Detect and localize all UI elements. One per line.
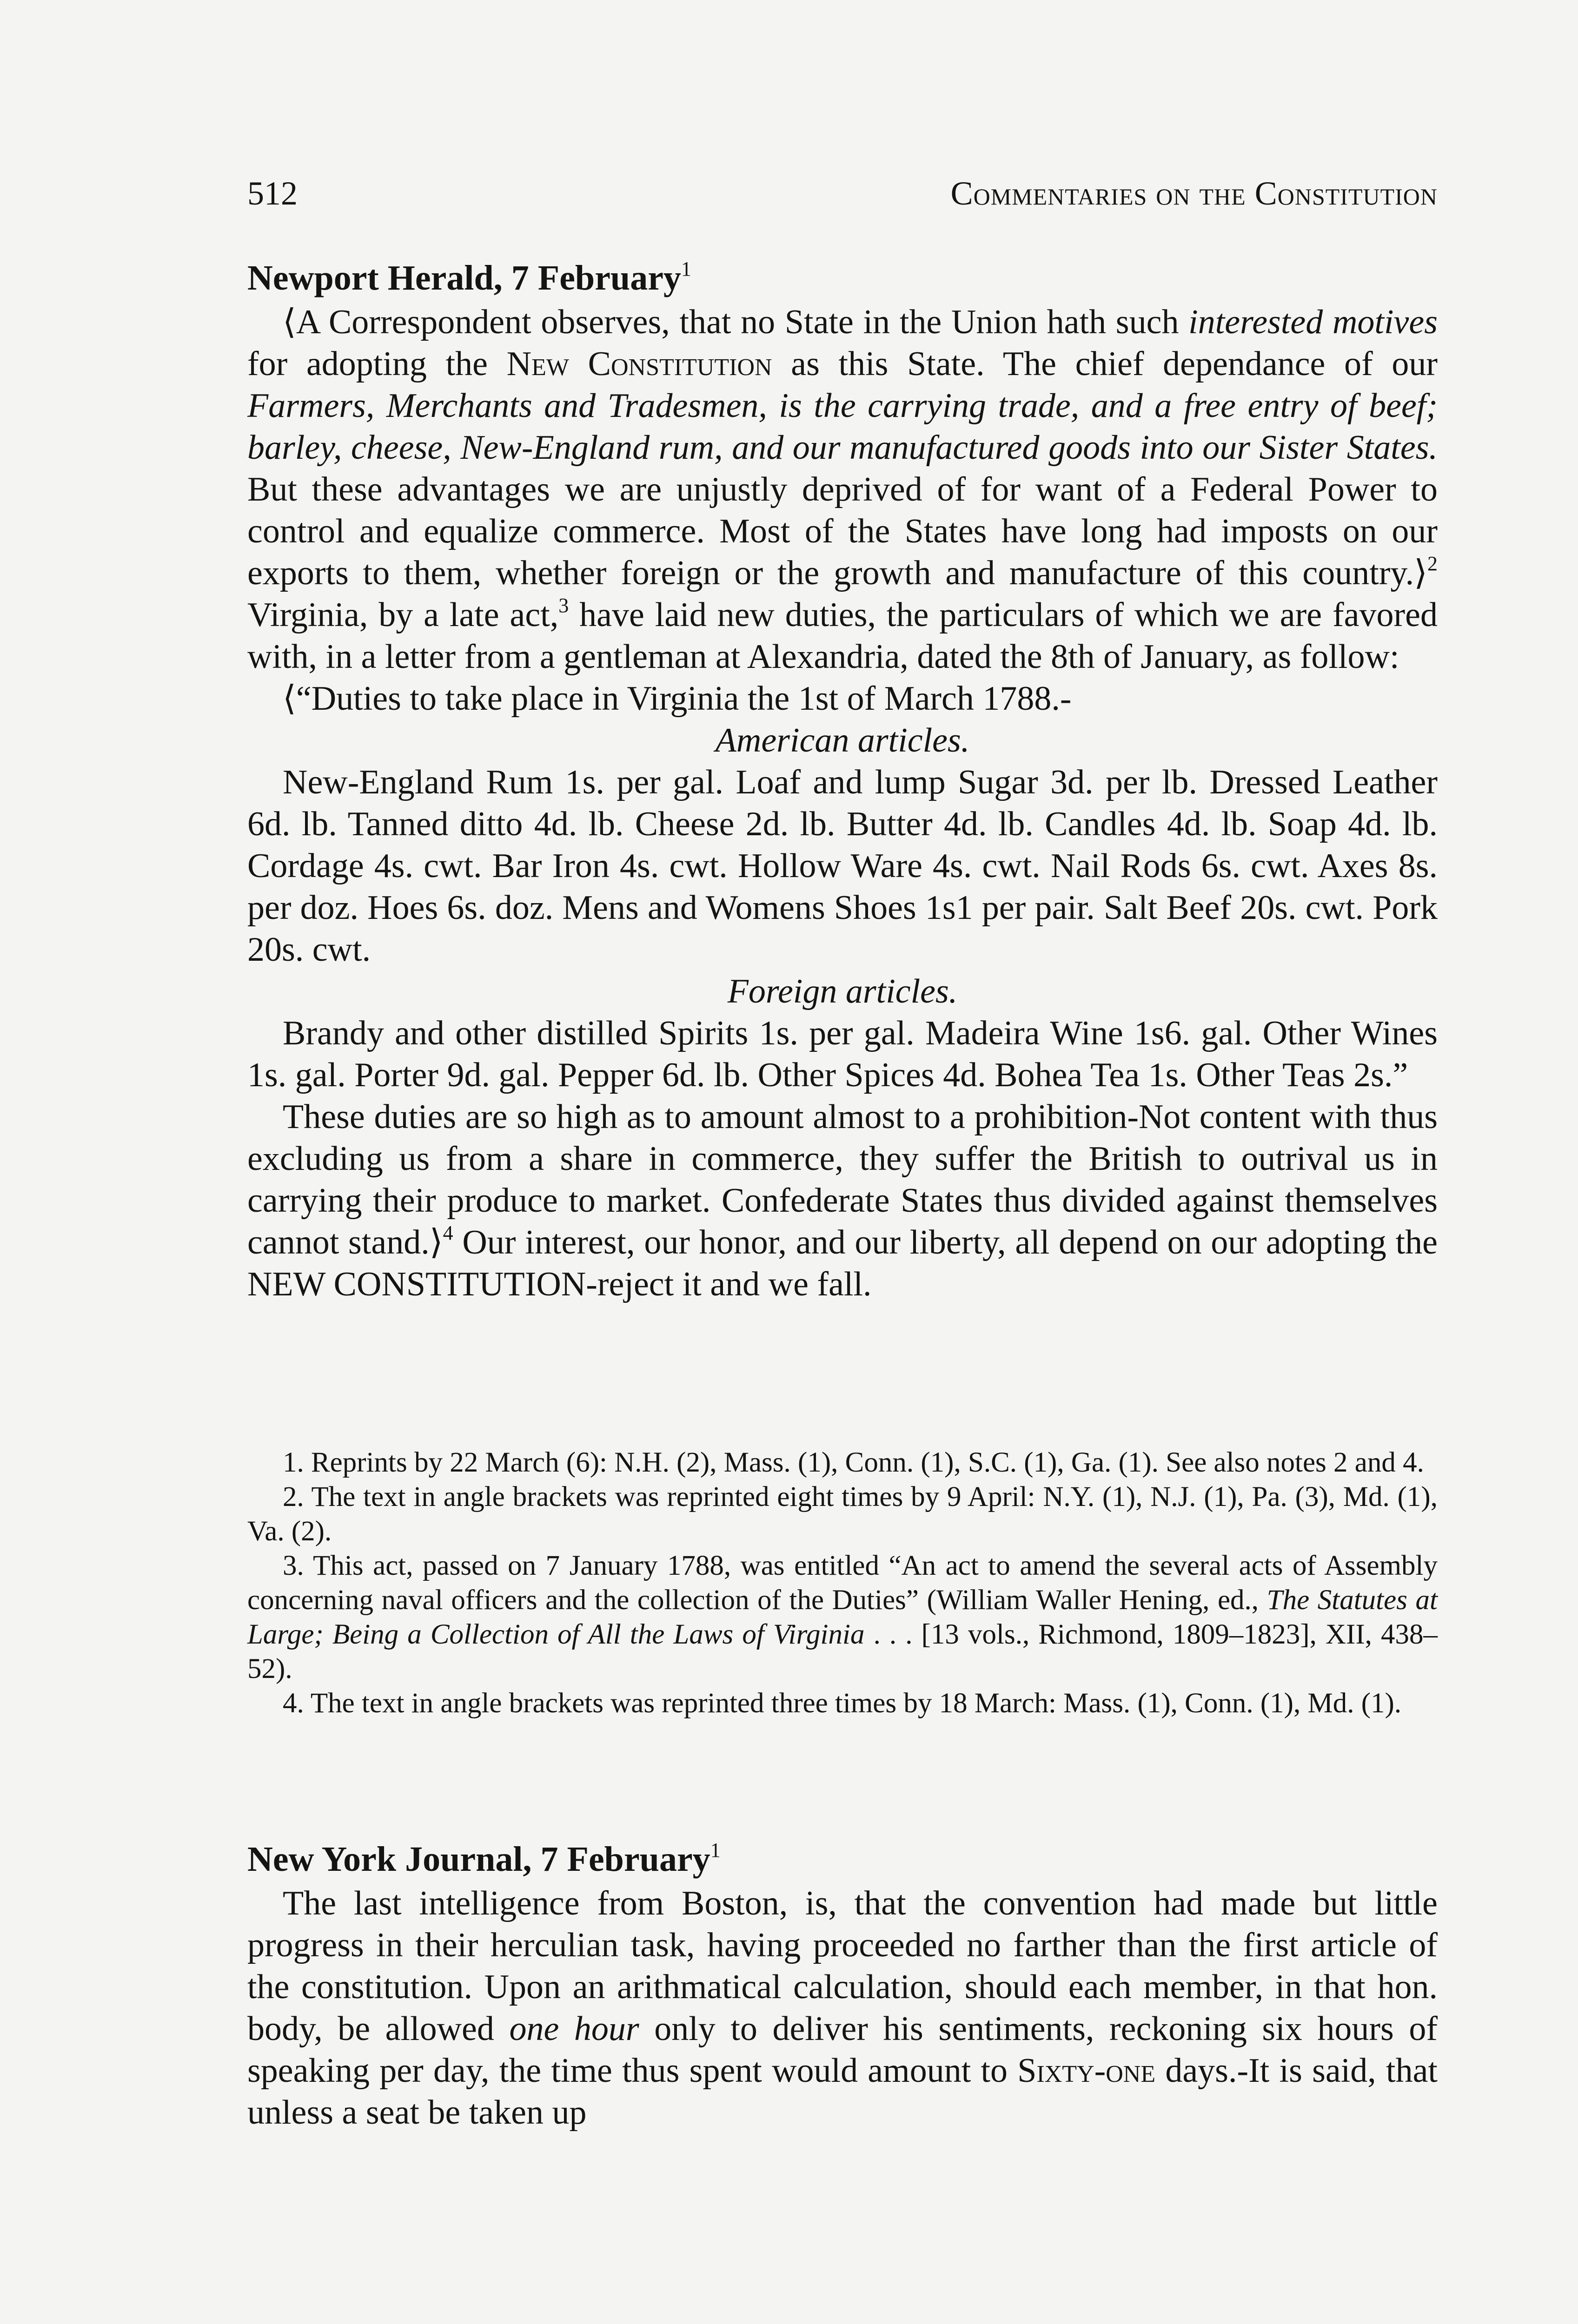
new-york-journal-section	[247, 1836, 1438, 2133]
subheading-foreign: Foreign articles.	[727, 972, 958, 1010]
american-articles-list: New-England Rum 1s. per gal. Loaf and lump Sugar 3d. per lb. Dressed Leather 6d. lb. Tanned ditto 4d. lb. Cheese 2d. lb. Butter 4d. lb. Candles 4d. lb. Soap 4d. lb. Cordage 4s. cwt. Bar Iron 4s. cwt. Hollow Ware 4s. cwt. Nail Rods 6s. cwt. Axes 8s. per doz. Hoes 6s. doz. Mens and Womens Shoes 1s1 per pair. Salt Beef 20s. cwt. Pork 20s. cwt.	[247, 763, 1438, 969]
paragraph-1: ⟨A Correspondent observes, that no State in the Union hath such interested motives for adopting the New Constitution as this State. The chief dependance of our Farmers, Merchants and Tradesmen, is the carrying trade, and a free entry of beef; barley, cheese, New-England rum, and our manufactured goods into our Sister States. But these advantages we are unjustly deprived of for want of a Federal Power to control and equalize commerce. Most of the States have long had imposts on our exports to them, whether foreign or the growth and manufacture of this country.⟩$^2$ Virginia, by a late act,$^3$ have laid new duties, the particulars of which we are favored with, in a letter from a gentleman at Alexandria, dated the 8th of January, as follow:	[247, 303, 1438, 676]
foreign-articles-list: Brandy and other distilled Spirits 1s. per gal. Madeira Wine 1s6. gal. Other Wines 1s. gal. Porter 9d. gal. Pepper 6d. lb. Other Spices 4d. Bohea Tea 1s. Other Teas 2s.”	[247, 1014, 1438, 1094]
footnote-3: 3. This act, passed on 7 January 1788, was entitled “An act to amend the several acts of Assembly concerning naval officers and the collection of the Duties” (William Waller Hening, ed., The Statutes at Large; Being a Collection of All the Laws of Virginia . . . [13 vols., Richmond, 1809–1823], XII, 438–52).	[247, 1550, 1438, 1684]
footnote-1: 1. Reprints by 22 March (6): N.H. (2), Mass. (1), Conn. (1), S.C. (1), Ga. (1). See also notes 2 and 4.	[283, 1447, 1424, 1478]
running-title: Commentaries on the Constitution	[950, 175, 1438, 212]
ny-paragraph-1: The last intelligence from Boston, is, that the convention had made but little progress in their herculian task, having proceeded no farther than the first article of the constitution. Upon an arithmatical calculation, should each member, in that hon. body, be allowed one hour only to deliver his sentiments, reckoning six hours of speaking per day, the time thus spent would amount to Sixty-one days.-It is said, that unless a seat be taken up	[247, 1884, 1438, 2132]
page-number: 512	[247, 175, 298, 212]
section-heading-newport: Newport Herald, 7 February$^1$	[247, 257, 691, 297]
newport-herald-section	[247, 255, 1438, 1305]
paragraph-2: ⟨“Duties to take place in Virginia the 1st of March 1788.-	[283, 680, 1072, 718]
running-header	[247, 165, 1438, 221]
subheading-american: American articles.	[715, 721, 970, 759]
section-heading-new-york: New York Journal, 7 February$^1$	[247, 1838, 721, 1879]
footnote-2: 2. The text in angle brackets was reprinted eight times by 9 April: N.Y. (1), N.J. (1), Pa. (3), Md. (1), Va. (2).	[247, 1481, 1438, 1547]
footnotes	[247, 1446, 1438, 1721]
footnote-4: 4. The text in angle brackets was reprinted three times by 18 March: Mass. (1), Conn. (1), Md. (1).	[283, 1688, 1402, 1719]
paragraph-3: These duties are so high as to amount almost to a prohibition-Not content with thus excluding us from a share in commerce, they suffer the British to outrival us in carrying their produce to market. Confederate States thus divided against themselves cannot stand.⟩$^4$ Our interest, our honor, and our liberty, all depend on our adopting the NEW CONSTITUTION-reject it and we fall.	[247, 1098, 1438, 1303]
